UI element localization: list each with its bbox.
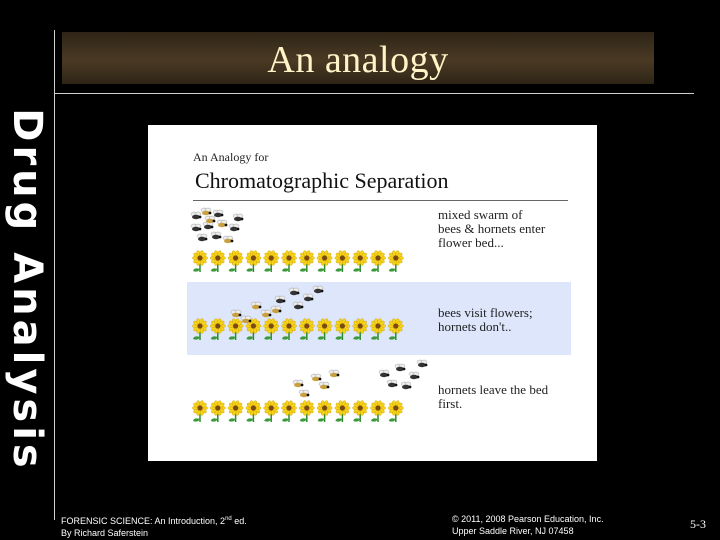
horizontal-divider (54, 93, 694, 94)
flower-icon (228, 400, 243, 422)
hornet-icon (275, 296, 285, 303)
hornet-icon (313, 286, 323, 293)
caption-line: bees & hornets enter (438, 221, 546, 236)
copyright-line: © 2011, 2008 Pearson Education, Inc. (452, 514, 604, 524)
flower-icon (370, 318, 385, 340)
flower-icon (210, 318, 225, 340)
hornet-icon (293, 302, 303, 309)
flower-icon (192, 318, 207, 340)
caption-line: first. (438, 396, 463, 411)
hornet-icon (203, 222, 213, 229)
figure-subtitle: An Analogy for (193, 150, 269, 164)
flower-icon (353, 318, 368, 340)
flower-icon (370, 250, 385, 272)
slide-number: 5-3 (690, 517, 706, 531)
figure-title: Chromatographic Separation (195, 168, 449, 193)
flower-icon (335, 250, 350, 272)
copyright (452, 513, 604, 537)
book-title-line: FORENSIC SCIENCE: An Introduction, 2nd ed. (61, 516, 247, 526)
flower-icon (264, 318, 279, 340)
hornet-icon (197, 234, 207, 241)
hornet-icon (213, 210, 223, 217)
book-credit (61, 513, 247, 539)
bee-icon (299, 390, 309, 397)
row-caption-2 (438, 306, 588, 334)
bee-icon (251, 302, 261, 309)
flower-icon (299, 318, 314, 340)
flower-icon (335, 400, 350, 422)
flower-icon (317, 250, 332, 272)
bee-icon (205, 216, 215, 223)
caption-line: flower bed... (438, 235, 504, 250)
flower-icon (353, 250, 368, 272)
flower-icon (192, 250, 207, 272)
flower-icon (370, 400, 385, 422)
bee-icon (231, 310, 241, 317)
flower-icon (264, 400, 279, 422)
bee-icon (271, 306, 281, 313)
bee-icon (319, 382, 329, 389)
caption-line: bees visit flowers; (438, 305, 533, 320)
bee-icon (217, 220, 227, 227)
hornet-icon (409, 372, 419, 379)
flower-icon (299, 250, 314, 272)
bee-icon (329, 370, 339, 377)
flower-icon (281, 318, 296, 340)
hornet-icon (233, 214, 243, 221)
title-bar (62, 32, 654, 84)
hornet-icon (229, 224, 239, 231)
flower-icon (388, 250, 403, 272)
side-label-container (4, 95, 50, 485)
bee-icon (201, 208, 211, 215)
flower-icon (264, 250, 279, 272)
flower-icon (388, 400, 403, 422)
flower-icon (281, 400, 296, 422)
chromatography-figure (148, 125, 597, 461)
hornet-icon (379, 370, 389, 377)
flower-icon (192, 400, 207, 422)
hornet-icon (289, 288, 299, 295)
flower-icon (317, 318, 332, 340)
row-caption-1 (438, 208, 588, 250)
flower-icon (281, 250, 296, 272)
bee-icon (293, 380, 303, 387)
flower-icon (335, 318, 350, 340)
row-caption-3 (438, 383, 588, 411)
bee-icon (261, 310, 271, 317)
hornet-icon (211, 232, 221, 239)
flower-icon (299, 400, 314, 422)
flower-icon (388, 318, 403, 340)
hornet-icon (387, 380, 397, 387)
slide-title: An analogy (267, 39, 449, 81)
hornet-icon (395, 364, 405, 371)
hornet-icon (417, 360, 427, 367)
flower-icon (210, 400, 225, 422)
vertical-divider (54, 30, 55, 520)
hornet-icon (191, 212, 201, 219)
caption-line: hornets leave the bed (438, 382, 549, 397)
hornet-icon (401, 382, 411, 389)
copyright-line: Upper Saddle River, NJ 07458 (452, 526, 574, 536)
flower-icon (210, 250, 225, 272)
caption-line: hornets don't.. (438, 319, 512, 334)
flower-icon (228, 250, 243, 272)
flower-icon (246, 400, 261, 422)
caption-line: mixed swarm of (438, 207, 523, 222)
bee-icon (241, 316, 251, 323)
flower-icon (317, 400, 332, 422)
hornet-icon (303, 294, 313, 301)
bee-icon (223, 236, 233, 243)
hornet-icon (191, 224, 201, 231)
side-label: Drug Analysis (4, 108, 50, 472)
book-author-line: By Richard Saferstein (61, 528, 149, 538)
flower-icon (228, 318, 243, 340)
flower-icon (353, 400, 368, 422)
flower-icon (246, 250, 261, 272)
bee-icon (311, 374, 321, 381)
